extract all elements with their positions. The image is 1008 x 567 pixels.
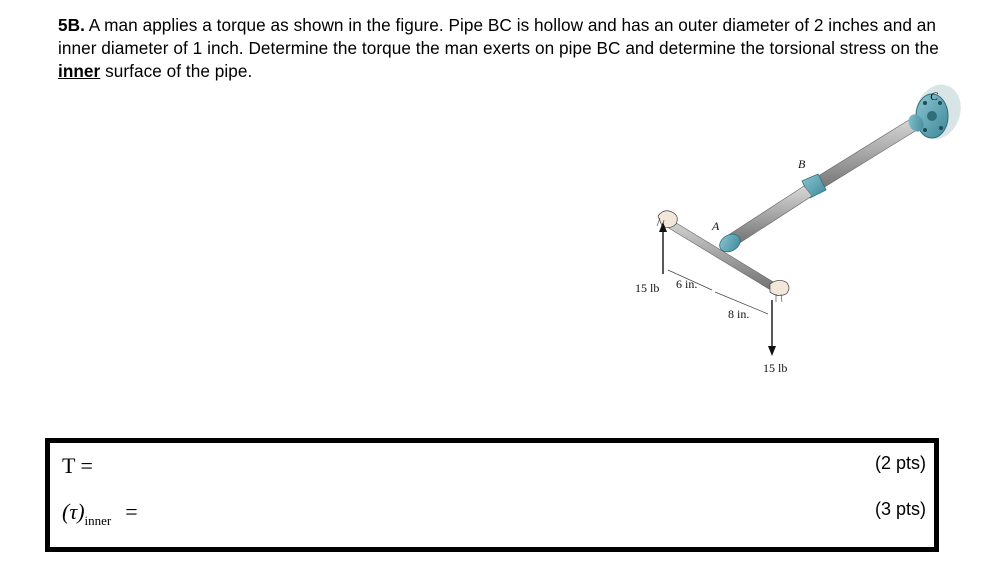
pipe-ab [727,186,812,246]
right-hand [770,280,789,302]
torque-figure [620,78,1000,398]
force-left-label: 15 lb [635,281,660,295]
problem-statement [58,14,968,83]
label-b: B [798,157,806,171]
dim-right-label: 8 in. [728,307,750,321]
dim-left-label: 6 in. [676,277,698,291]
pipe-diagram [620,78,1000,398]
problem-number: 5B. [58,15,85,35]
force-arrow-left [659,222,667,274]
problem-text-before: A man applies a torque as shown in the figure. Pipe BC is hollow and has an outer diameter of 2 inches and an inner diameter of 1 inch. Determine the torque the man exerts on pipe BC and determine the torsional stress on the [58,15,939,58]
force-arrow-right [768,300,776,356]
pipe-bc [807,112,927,193]
tau-subscript: inner [84,513,112,528]
stress-label [62,499,138,528]
problem-text-after: surface of the pipe. [100,61,253,81]
torque-points: (2 pts) [874,453,926,473]
label-c: C [930,89,939,103]
problem-emphasis: inner [58,61,101,81]
torque-label: T = [62,453,93,478]
stress-equals: = [125,499,138,524]
tau-symbol: (τ) [62,499,85,524]
force-right-label: 15 lb [763,361,788,375]
label-a: A [712,219,720,233]
stress-answer-row [50,499,934,539]
answer-box [45,438,939,552]
torque-answer-row [50,453,934,493]
stress-points: (3 pts) [874,499,926,519]
